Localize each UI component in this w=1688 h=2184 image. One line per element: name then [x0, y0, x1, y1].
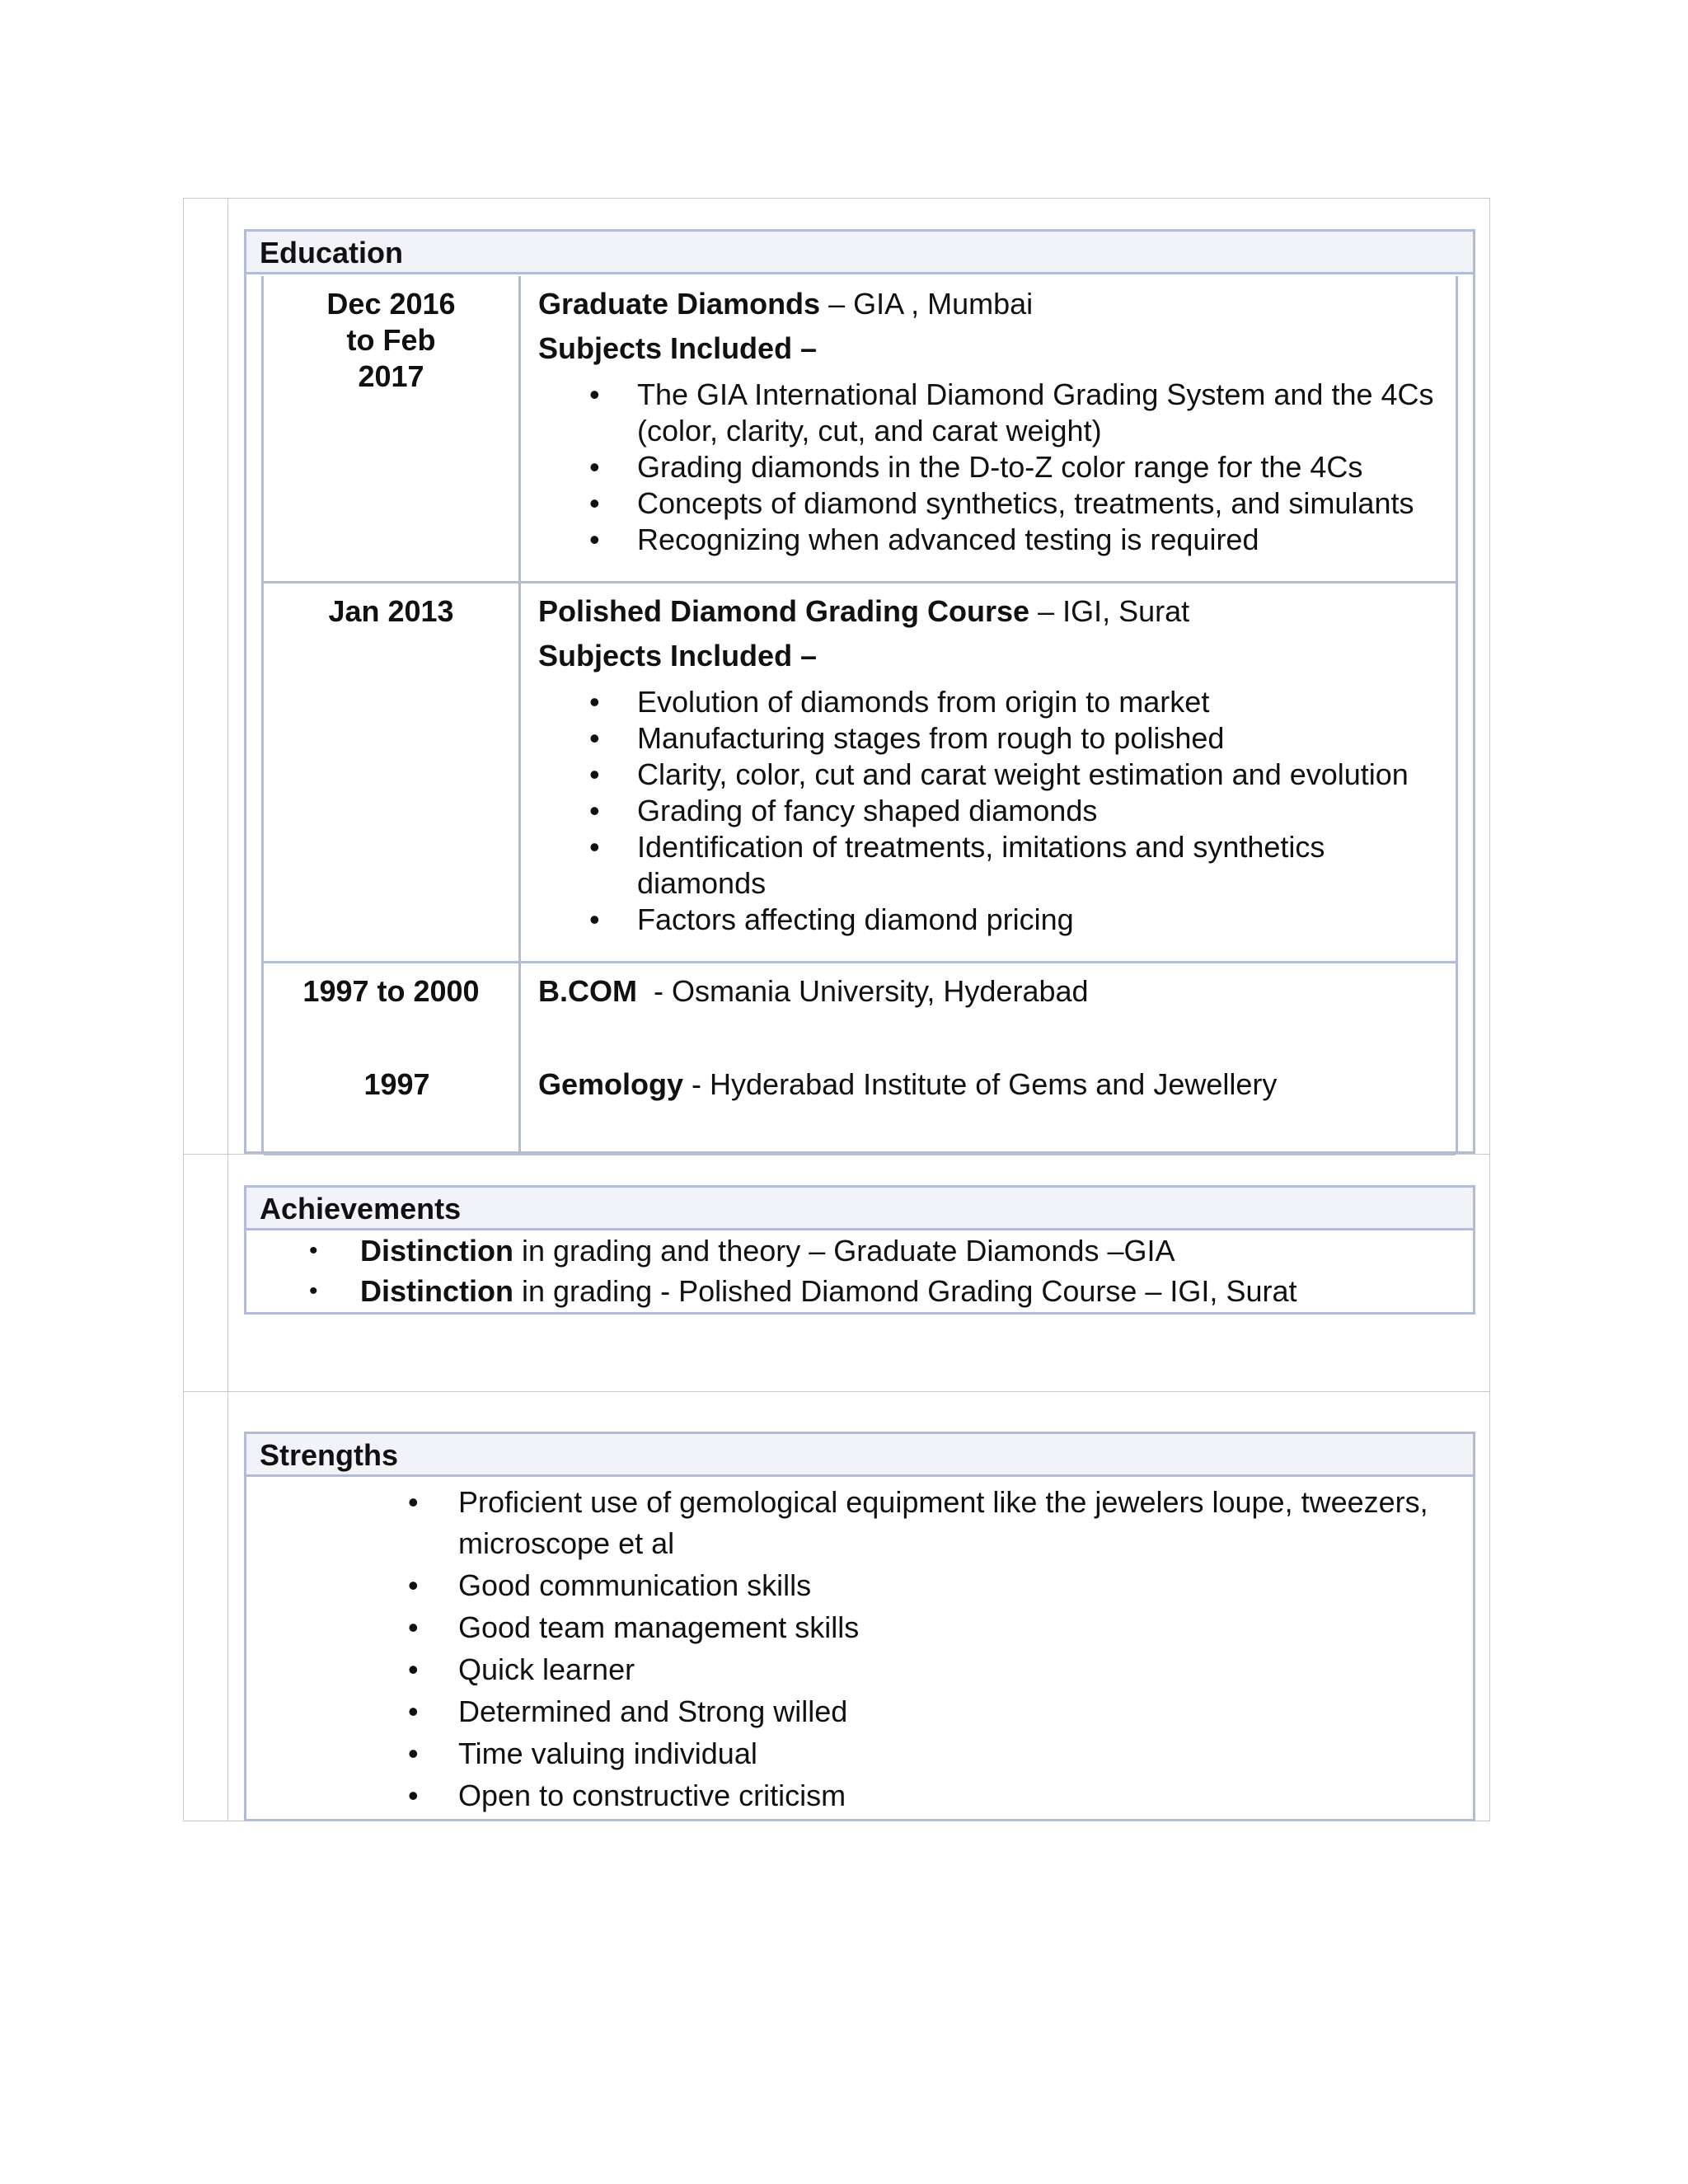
list-item: • Proficient use of gemological equipment like the jewelers loupe, tweezers, microscope et al — [246, 1482, 1473, 1564]
list-item: • Time valuing individual — [246, 1733, 1473, 1774]
achievements-heading: Achievements — [246, 1188, 1473, 1230]
list-item: • Factors affecting diamond pricing — [637, 902, 1441, 938]
list-item: • Quick learner — [246, 1649, 1473, 1690]
education-heading: Education — [246, 232, 1473, 274]
column-divider — [227, 199, 228, 1821]
row-divider — [184, 1391, 1489, 1392]
education-row — [264, 276, 1456, 583]
education-section — [244, 229, 1475, 1154]
achievements-section — [244, 1185, 1475, 1315]
education-date: Jan 2013 — [264, 583, 521, 961]
list-item: • Distinction in grading - Polished Diamond Grading Course – IGI, Surat — [246, 1271, 1473, 1311]
list-item: • Good team management skills — [246, 1607, 1473, 1648]
list-item: • Open to constructive criticism — [246, 1775, 1473, 1816]
education-details — [523, 583, 1456, 961]
education-date: Dec 2016 to Feb 2017 — [264, 276, 521, 581]
list-item: • Evolution of diamonds from origin to market — [637, 684, 1441, 720]
subjects-label: Subjects Included – — [538, 331, 818, 365]
education-table — [261, 276, 1458, 1151]
list-item: • Grading diamonds in the D-to-Z color range for the 4Cs — [637, 449, 1441, 485]
education-details — [523, 963, 1456, 1153]
education-title: Polished Diamond Grading Course – IGI, Surat — [538, 594, 1190, 628]
list-item: • Clarity, color, cut and carat weight estimation and evolution — [637, 757, 1441, 793]
subjects-label: Subjects Included – — [538, 639, 818, 673]
education-title: Gemology - Hyderabad Institute of Gems and Jewellery — [538, 1067, 1278, 1101]
subjects-list — [538, 684, 1441, 938]
education-row — [264, 963, 1456, 1155]
list-item: • Determined and Strong willed — [246, 1691, 1473, 1732]
list-item: • Identification of treatments, imitations and synthetics diamonds — [637, 829, 1441, 902]
subjects-list — [538, 377, 1441, 558]
list-item: • Concepts of diamond synthetics, treatments, and simulants — [637, 485, 1441, 522]
list-item: • Manufacturing stages from rough to polished — [637, 720, 1441, 757]
list-item: • The GIA International Diamond Grading System and the 4Cs (color, clarity, cut, and carat weight) — [637, 377, 1441, 449]
strengths-list — [246, 1477, 1473, 1816]
education-title: B.COM - Osmania University, Hyderabad — [538, 974, 1089, 1008]
education-details — [523, 276, 1456, 581]
education-title: Graduate Diamonds – GIA , Mumbai — [538, 287, 1034, 321]
achievements-list — [246, 1230, 1473, 1311]
strengths-heading: Strengths — [246, 1434, 1473, 1477]
education-row — [264, 583, 1456, 963]
list-item: • Recognizing when advanced testing is required — [637, 522, 1441, 558]
list-item: • Good communication skills — [246, 1565, 1473, 1606]
list-item: • Distinction in grading and theory – Graduate Diamonds –GIA — [246, 1230, 1473, 1271]
education-date: 1997 to 2000 1997 — [264, 963, 521, 1153]
strengths-section — [244, 1432, 1475, 1821]
list-item: • Grading of fancy shaped diamonds — [637, 793, 1441, 829]
